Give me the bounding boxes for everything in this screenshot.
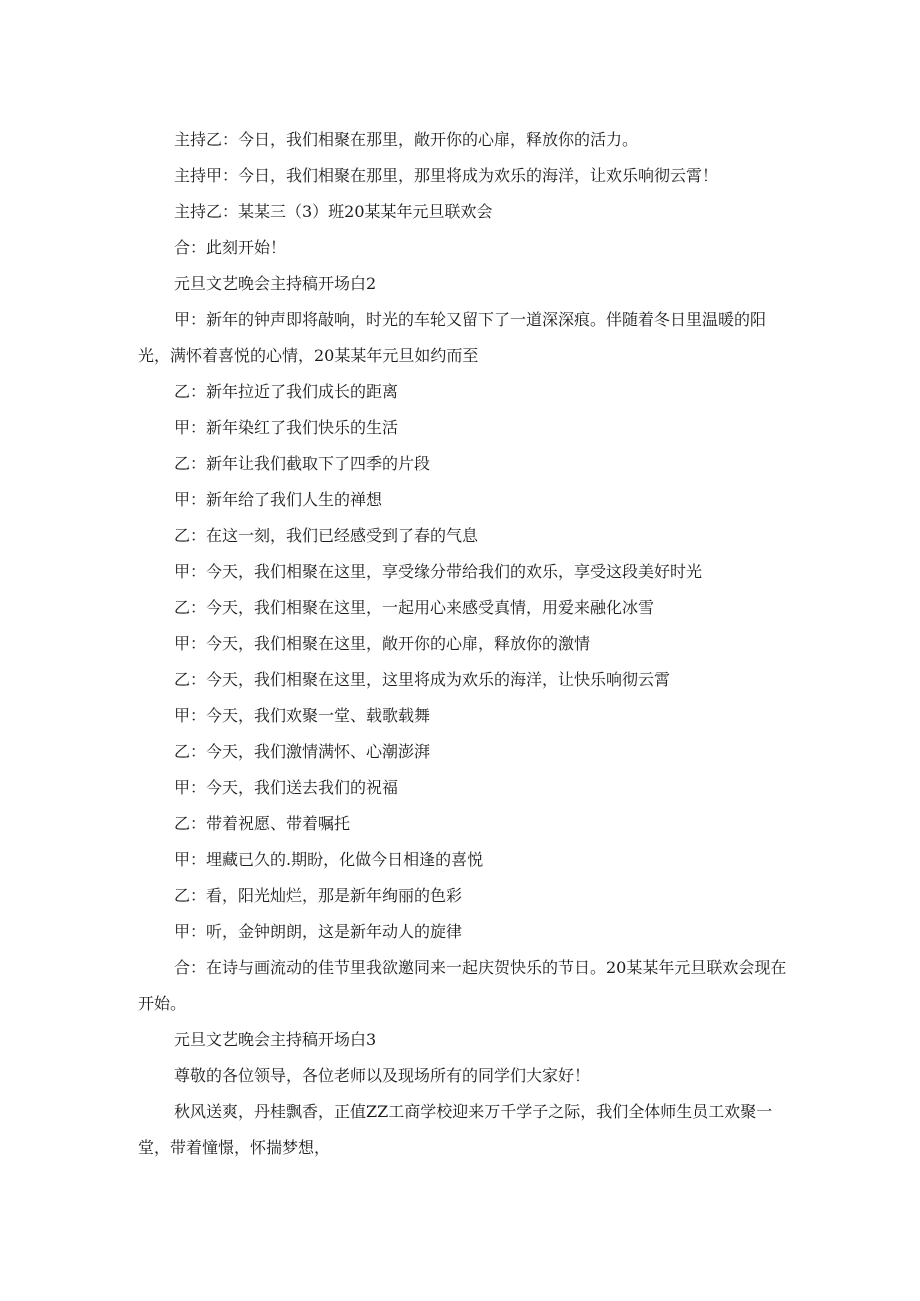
- paragraph: 乙：今天，我们相聚在这里，一起用心来感受真情，用爱来融化冰雪: [174, 598, 655, 617]
- paragraph: 甲：今天，我们欢聚一堂、载歌载舞: [174, 706, 431, 725]
- section-heading: 元旦文艺晚会主持稿开场白3: [174, 1030, 377, 1049]
- paragraph: 甲：今天，我们相聚在这里，敞开你的心扉，释放你的激情: [174, 634, 591, 653]
- paragraph: 乙：带着祝愿、带着嘱托: [174, 814, 351, 833]
- paragraph: 主持甲：今日，我们相聚在那里，那里将成为欢乐的海洋，让欢乐响彻云霄！: [174, 166, 719, 185]
- paragraph: 主持乙：今日，我们相聚在那里，敞开你的心扉，释放你的活力。: [174, 130, 639, 149]
- paragraph: 甲：今天，我们相聚在这里，享受缘分带给我们的欢乐，享受这段美好时光: [174, 562, 703, 581]
- paragraph: 乙：看，阳光灿烂，那是新年绚丽的色彩: [174, 886, 463, 905]
- paragraph: 主持乙：某某三（3）班20某某年元旦联欢会: [174, 202, 493, 221]
- paragraph: 合：在诗与画流动的佳节里我欲邀同来一起庆贺快乐的节日。20某某年元旦联欢会现在开始。: [138, 958, 787, 1013]
- paragraph: 乙：今天，我们激情满怀、心潮澎湃: [174, 742, 431, 761]
- paragraph: 甲：新年的钟声即将敲响，时光的车轮又留下了一道深深痕。伴随着冬日里温暖的阳光，满怀着喜悦的心情，20某某年元旦如约而至: [138, 310, 767, 365]
- paragraph: 乙：新年拉近了我们成长的距离: [174, 382, 399, 401]
- section-heading: 元旦文艺晚会主持稿开场白2: [174, 274, 377, 293]
- document-body: [138, 122, 788, 1166]
- paragraph: 合：此刻开始！: [174, 238, 287, 257]
- paragraph: 甲：今天，我们送去我们的祝福: [174, 778, 399, 797]
- paragraph: 乙：在这一刻，我们已经感受到了春的气息: [174, 526, 479, 545]
- paragraph: 甲：新年给了我们人生的禅想: [174, 490, 383, 509]
- paragraph: 尊敬的各位领导，各位老师以及现场所有的同学们大家好！: [174, 1066, 591, 1085]
- paragraph: 秋风送爽，丹桂飘香，正值ZZ工商学校迎来万千学子之际，我们全体师生员工欢聚一堂，带着憧憬，怀揣梦想，: [138, 1102, 773, 1157]
- paragraph: 甲：新年染红了我们快乐的生活: [174, 418, 399, 437]
- paragraph: 乙：新年让我们截取下了四季的片段: [174, 454, 431, 473]
- paragraph: 甲：听，金钟朗朗，这是新年动人的旋律: [174, 922, 463, 941]
- paragraph: 乙：今天，我们相聚在这里，这里将成为欢乐的海洋，让快乐响彻云霄: [174, 670, 671, 689]
- paragraph: 甲：埋藏已久的.期盼，化做今日相逢的喜悦: [174, 850, 484, 869]
